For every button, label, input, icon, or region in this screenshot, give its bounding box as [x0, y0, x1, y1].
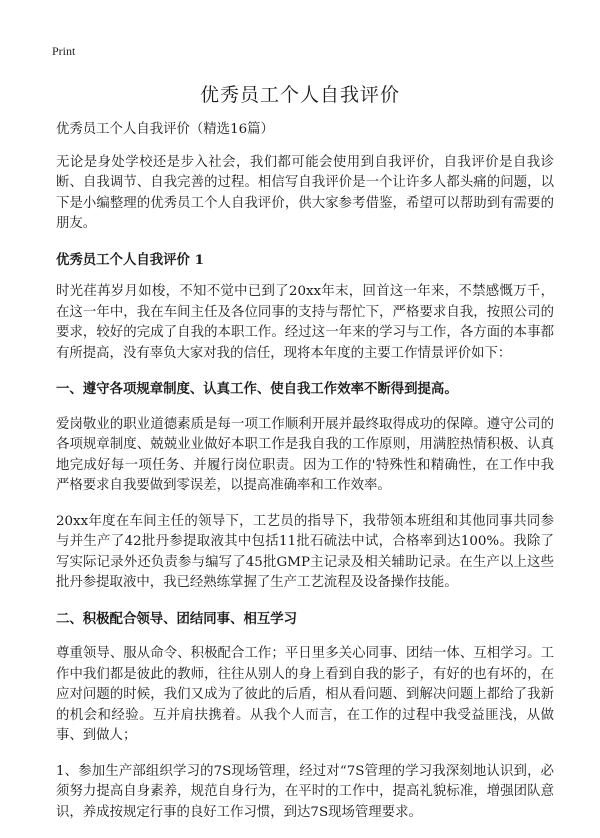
heading-one: 一、遵守各项规章制度、认真工作、使自我工作效率不断得到提高。: [56, 381, 458, 397]
print-link[interactable]: Print: [52, 44, 76, 58]
heading-one-paragraph-2: 20xx年度在车间主任的领导下，工艺员的指导下，我带领本班组和其他同事共同参与并生产了42批丹参提取液其中包括11批石硫法中试，合格率到达100%。我除了写实际记录外还负责参与编写了45批GMP主记录及相关辅助记录。在生产以上这些批丹参提取液中，我已经熟练掌握了生产工艺流程及设备操作技能。: [56, 513, 554, 590]
heading-two-paragraph-1: 尊重领导、服从命令、积极配合工作；平日里多关心同事、团结一体、互相学习。工作中我们都是彼此的教师，往往从别人的身上看到自我的影子，有好的也有坏的，在应对问题的时候，我们又成为了彼此的后盾，相从看问题、到解决问题上都给了我新的机会和经验。互并肩扶携着。从我个人而言，在工作的过程中我受益匪浅，从做事、到做人；: [56, 646, 554, 743]
intro-paragraph: 无论是身处学校还是步入社会，我们都可能会使用到自我评价，自我评价是自我诊断、自我调节、自我完善的过程。相信写自我评价是一个让许多人都头痛的问题，以下是小编整理的优秀员工个人自我评价，供大家参考借鉴，希望可以帮助到有需要的朋友。: [56, 154, 554, 231]
heading-one-paragraph-1: 爱岗敬业的职业道德素质是每一项工作顺利开展并最终取得成功的保障。遵守公司的各项规章制度、兢兢业业做好本职工作是我自我的工作原则，用满腔热情积极、认真地完成好每一项任务、并履行岗位职责。因为工作的'特殊性和精确性，在工作中我严格要求自我要做到零误差，以提高准确率和工作效率。: [56, 416, 554, 493]
list-item: 1、参加生产部组织学习的7S现场管理，经过对“7S管理的学习我深刻地认识到，必须努力提高自身素养，规范自身行为，在平时的工作中，提高礼貌标准，增强团队意识，养成按规定行事的良好工作习惯，到达7S现场管理要求。: [56, 763, 554, 820]
heading-two: 二、积极配合领导、团结同事、相互学习: [56, 610, 298, 627]
section-intro-paragraph: 时光荏苒岁月如梭，不知不觉中已到了20xx年末，回首这一年来，不禁感慨万千，在这一年中，我在车间主任及各位同事的支持与帮忙下，严格要求自我，按照公司的要求，较好的完成了自我的本职工作。经过这一年来的学习与工作，各方面的本事都有所提高，没有辜负大家对我的信任，现将本年度的主要工作情景评价如下：: [56, 284, 554, 361]
page-title: 优秀员工个人自我评价: [199, 84, 400, 106]
document-subtitle: 优秀员工个人自我评价（精选16篇）: [56, 122, 274, 137]
section-title: 优秀员工个人自我评价 1: [56, 251, 204, 268]
document-body: [56, 120, 554, 838]
